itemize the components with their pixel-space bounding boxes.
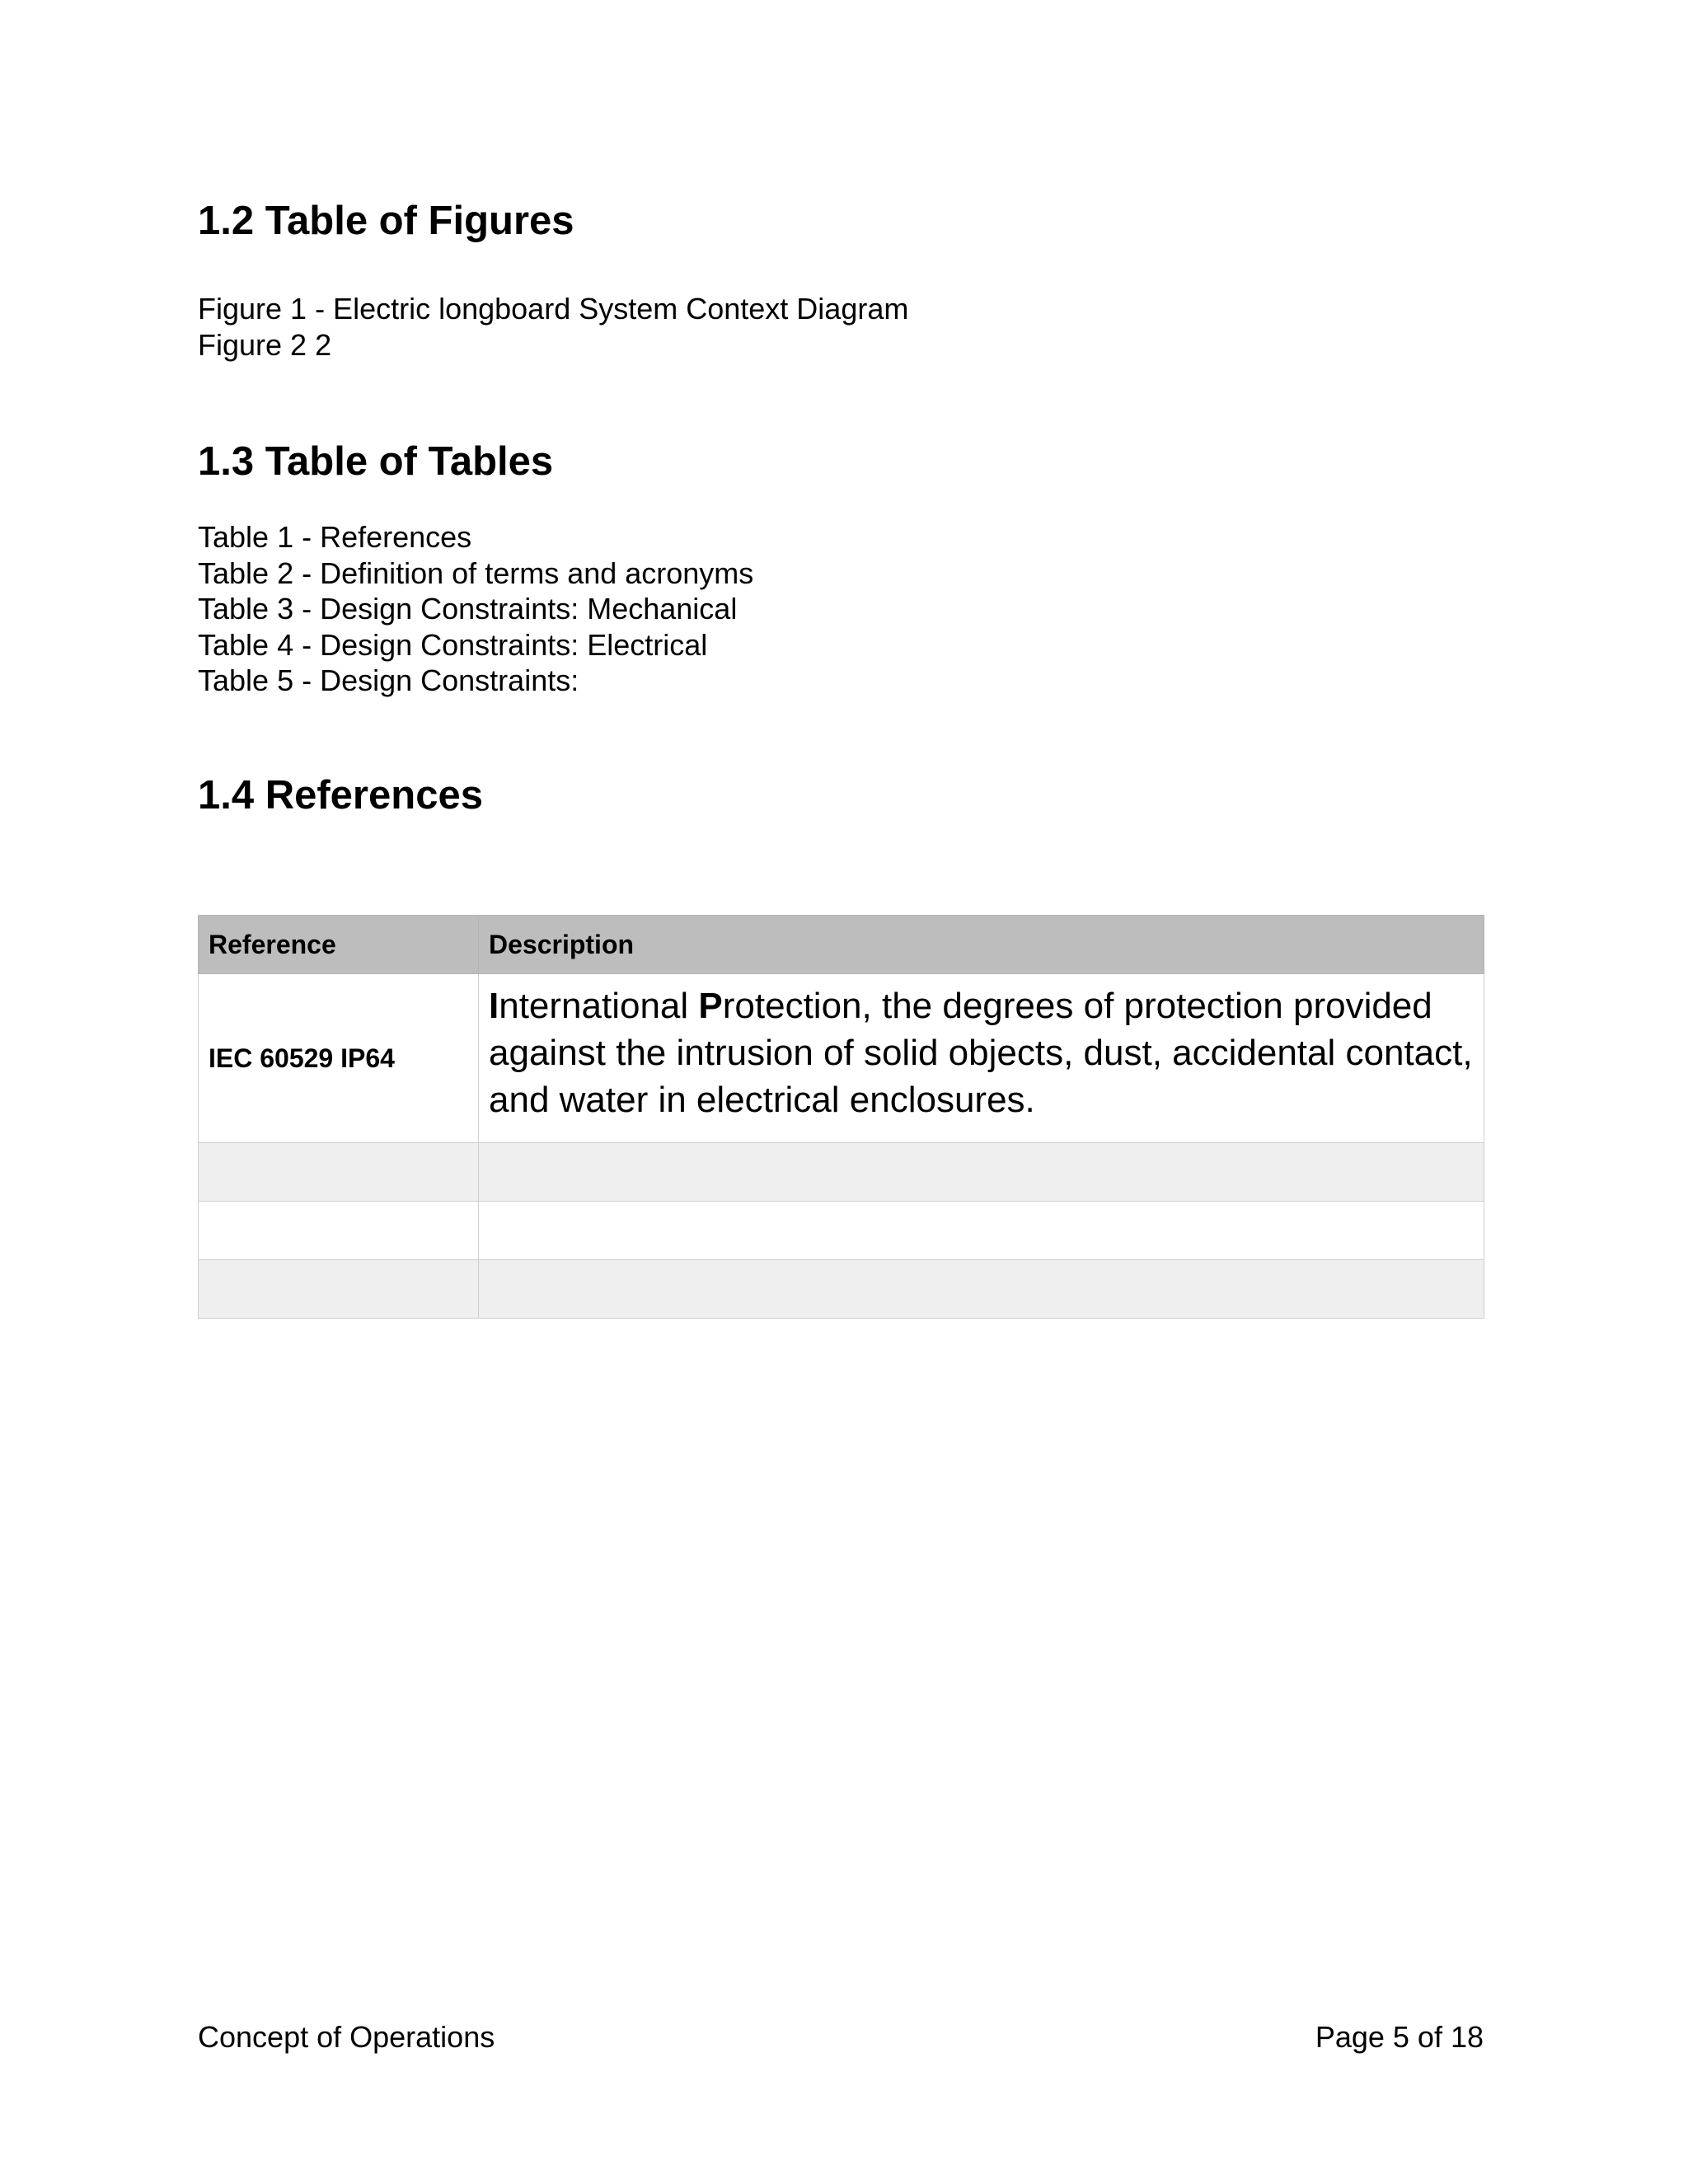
table-item: Table 3 - Design Constraints: Mechanical	[198, 592, 738, 626]
table-row	[199, 1260, 1484, 1319]
reference-cell	[199, 1143, 479, 1202]
description-cell	[479, 974, 1484, 1143]
references-table	[198, 915, 1484, 1319]
description-bold-initial: P	[698, 986, 723, 1026]
reference-cell	[199, 1202, 479, 1260]
table-header-row	[199, 916, 1484, 974]
description-column-header: Description	[479, 916, 1484, 974]
references-heading: 1.4 References	[198, 773, 483, 818]
figures-heading: 1.2 Table of Figures	[198, 199, 574, 243]
footer-page-number: Page 5 of 18	[1315, 2020, 1484, 2054]
table-item: Table 1 - References	[198, 520, 472, 554]
figure-item: Figure 1 - Electric longboard System Context Diagram	[198, 292, 909, 326]
reference-cell: IEC 60529 IP64	[199, 974, 479, 1143]
table-row	[199, 974, 1484, 1143]
table-row	[199, 1202, 1484, 1260]
figures-list	[198, 291, 908, 363]
footer-document-title: Concept of Operations	[198, 2020, 495, 2054]
reference-column-header: Reference	[199, 916, 479, 974]
description-bold-initial: I	[489, 986, 499, 1026]
description-cell	[479, 1202, 1484, 1260]
description-cell	[479, 1143, 1484, 1202]
table-item: Table 5 - Design Constraints:	[198, 663, 579, 697]
table-item: Table 4 - Design Constraints: Electrical	[198, 627, 708, 662]
table-row	[199, 1143, 1484, 1202]
description-text: rotection, the degrees of protection provided against the intrusion of solid objects, dust, accidental contact, and water in electrical enclosures.	[489, 986, 1473, 1120]
figure-item: Figure 2 2	[198, 327, 332, 362]
reference-cell	[199, 1260, 479, 1319]
table-item: Table 2 - Definition of terms and acronyms	[198, 555, 754, 590]
tables-list	[198, 519, 753, 699]
description-text: nternational	[499, 986, 699, 1026]
description-cell	[479, 1260, 1484, 1319]
tables-heading: 1.3 Table of Tables	[198, 439, 554, 484]
